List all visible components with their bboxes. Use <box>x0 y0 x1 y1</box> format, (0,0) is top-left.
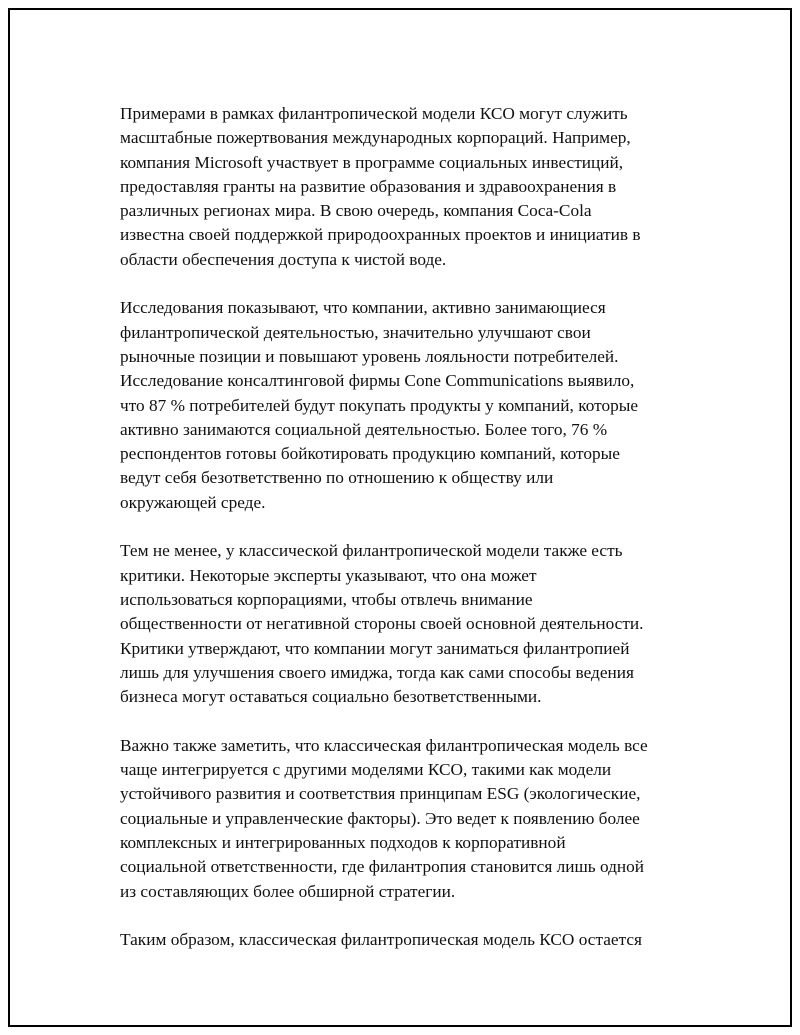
text-line: что 87 % потребителей будут покупать продукты у компаний, которые <box>120 395 639 415</box>
text-line: респондентов готовы бойкотировать продукцию компаний, которые <box>120 444 620 464</box>
text-line: общественности от негативной стороны своей основной деятельности. <box>120 614 644 634</box>
text-line: Тем не менее, у классической филантропической модели также есть <box>120 541 623 561</box>
text-line: использоваться корпорациями, чтобы отвлечь внимание <box>120 589 533 609</box>
text-line: рыночные позиции и повышают уровень лояльности потребителей. <box>120 346 619 366</box>
paragraph-5 <box>120 928 700 952</box>
text-line: области обеспечения доступа к чистой воде. <box>120 249 447 269</box>
text-line: устойчивого развития и соответствия принципам ESG (экологические, <box>120 784 641 804</box>
text-line: социальные и управленческие факторы). Это ведет к появлению более <box>120 808 640 828</box>
text-line: социальной ответственности, где филантропия становится лишь одной <box>120 857 645 877</box>
text-line: критики. Некоторые эксперты указывают, что она может <box>120 565 537 585</box>
text-line: окружающей среде. <box>120 492 266 512</box>
paragraph-4 <box>120 734 700 904</box>
text-line: Примерами в рамках филантропической модели КСО могут служить <box>120 104 628 123</box>
text-line: Критики утверждают, что компании могут заниматься филантропией <box>120 638 630 658</box>
text-line: филантропической деятельностью, значительно улучшают свои <box>120 322 591 342</box>
document-body <box>120 102 700 977</box>
text-line: бизнеса могут оставаться социально безответственными. <box>120 687 542 707</box>
text-line: Исследования показывают, что компании, активно занимающиеся <box>120 298 606 318</box>
paragraph-1 <box>120 102 700 272</box>
paragraph-3 <box>120 539 700 709</box>
text-line: компания Microsoft участвует в программе социальных инвестиций, <box>120 152 624 172</box>
text-line: предоставляя гранты на развитие образования и здравоохранения в <box>120 176 617 196</box>
text-line: лишь для улучшения своего имиджа, тогда как сами способы ведения <box>120 662 634 682</box>
text-line: Исследование консалтинговой фирмы Cone Communications выявило, <box>120 371 635 391</box>
text-line: Важно также заметить, что классическая филантропическая модель все <box>120 735 648 755</box>
text-line: чаще интегрируется с другими моделями КСО, такими как модели <box>120 760 612 780</box>
page-frame <box>8 8 792 1027</box>
text-line: ведут себя безответственно по отношению к обществу или <box>120 468 554 488</box>
text-line: известна своей поддержкой природоохранных проектов и инициатив в <box>120 225 641 245</box>
text-line: масштабные пожертвования международных корпораций. Например, <box>120 128 631 148</box>
text-line: из составляющих более обширной стратегии. <box>120 881 456 901</box>
text-line: активно занимаются социальной деятельностью. Более того, 76 % <box>120 419 608 439</box>
text-line: различных регионах мира. В свою очередь, компания Coca-Cola <box>120 201 592 221</box>
paragraph-2 <box>120 296 700 515</box>
text-line: комплексных и интегрированных подходов к корпоративной <box>120 832 566 852</box>
text-line: Таким образом, классическая филантропическая модель КСО остается <box>120 930 642 950</box>
